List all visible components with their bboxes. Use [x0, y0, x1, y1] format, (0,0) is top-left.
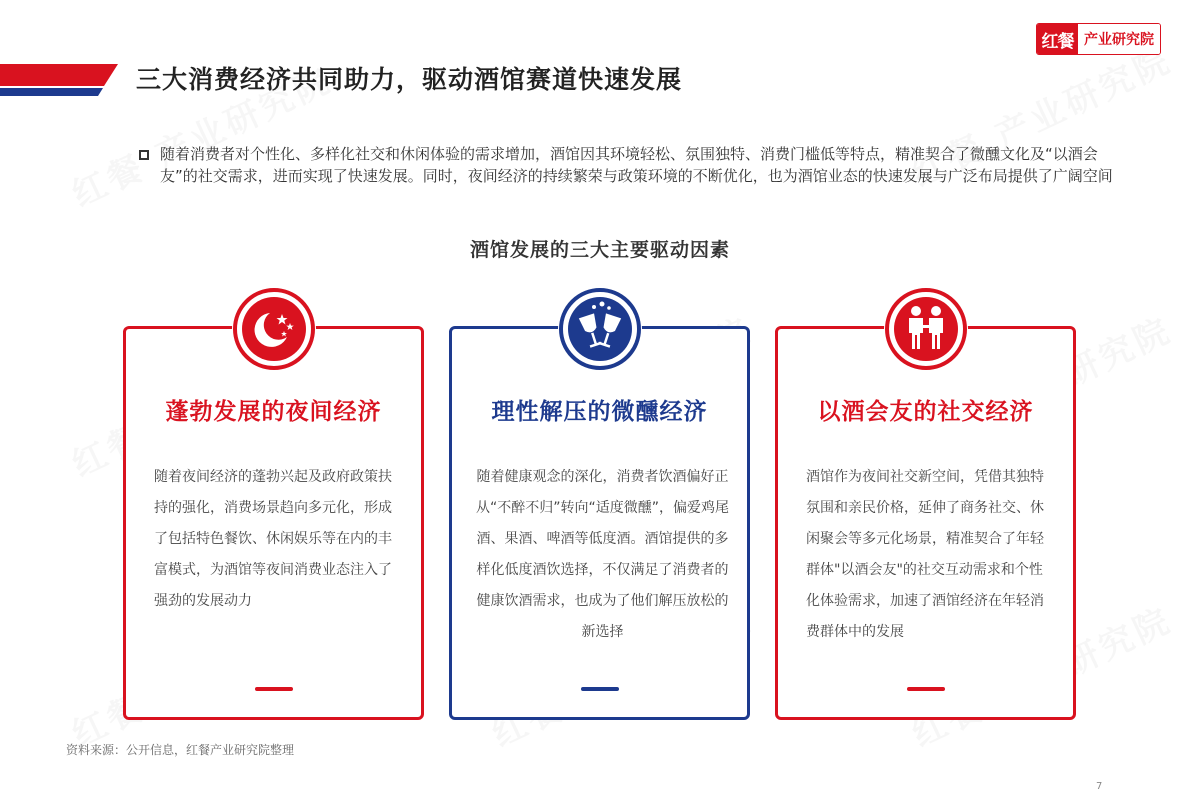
page-number: 7 — [1096, 781, 1103, 792]
page-title: 三大消费经济共同助力，驱动酒馆赛道快速发展 — [136, 65, 683, 94]
card-body: 随着健康观念的深化，消费者饮酒偏好正从“不醉不归”转向“适度微醺”，偏爱鸡尾酒、果酒、啤酒等低度酒。酒馆提供的多样化低度酒饮选择，不仅满足了消费者的健康饮酒需求，也成为了他们解压放松的新选择 — [476, 469, 730, 640]
bullet-square-icon — [139, 150, 149, 160]
card-body: 酒馆作为夜间社交新空间，凭借其独特氛围和亲民价格，延伸了商务社交、休闲聚会等多元化场景，精准契合了年轻群体"以酒会友"的社交互动需求和个性化体验需求，加速了酒馆经济在年轻消费群体中的发展 — [806, 469, 1044, 640]
card-body: 随着夜间经济的蓬勃兴起及政府政策扶持的强化，消费场景趋向多元化，形成了包括特色餐饮、休闲娱乐等在内的丰富模式，为酒馆等夜间消费业态注入了强劲的发展动力 — [154, 469, 392, 609]
card-divider — [907, 687, 945, 691]
source-note: 资料来源：公开信息，红餐产业研究院整理 — [66, 743, 295, 757]
section-title: 酒馆发展的三大主要驱动因素 — [469, 239, 730, 261]
people-holding-hands-icon — [884, 287, 968, 371]
card-divider — [255, 687, 293, 691]
brand-logo — [1036, 23, 1161, 55]
card-divider — [581, 687, 619, 691]
card-title: 理性解压的微醺经济 — [491, 399, 708, 425]
intro-paragraph: 随着消费者对个性化、多样化社交和休闲体验的需求增加，酒馆因其环境轻松、氛围独特、消费门槛低等特点，精准契合了微醺文化及“以酒会友”的社交需求，进而实现了快速发展。同时，夜间经济的持续繁荣与政策环境的不断优化，也为酒馆业态的快速发展与广泛布局提供了广阔空间 — [160, 145, 1113, 185]
wine-glasses-cheers-icon — [558, 287, 642, 371]
logo-text: 产业研究院 — [1078, 24, 1160, 54]
moon-stars-icon — [232, 287, 316, 371]
driver-card-night-economy — [123, 326, 424, 720]
card-title: 以酒会友的社交经济 — [817, 399, 1034, 425]
driver-card-tipsy-economy — [449, 326, 750, 720]
logo-mark: 红餐 — [1037, 24, 1078, 54]
title-accent-stripe — [0, 64, 118, 96]
driver-card-social-economy — [775, 326, 1076, 720]
card-title: 蓬勃发展的夜间经济 — [165, 399, 382, 425]
